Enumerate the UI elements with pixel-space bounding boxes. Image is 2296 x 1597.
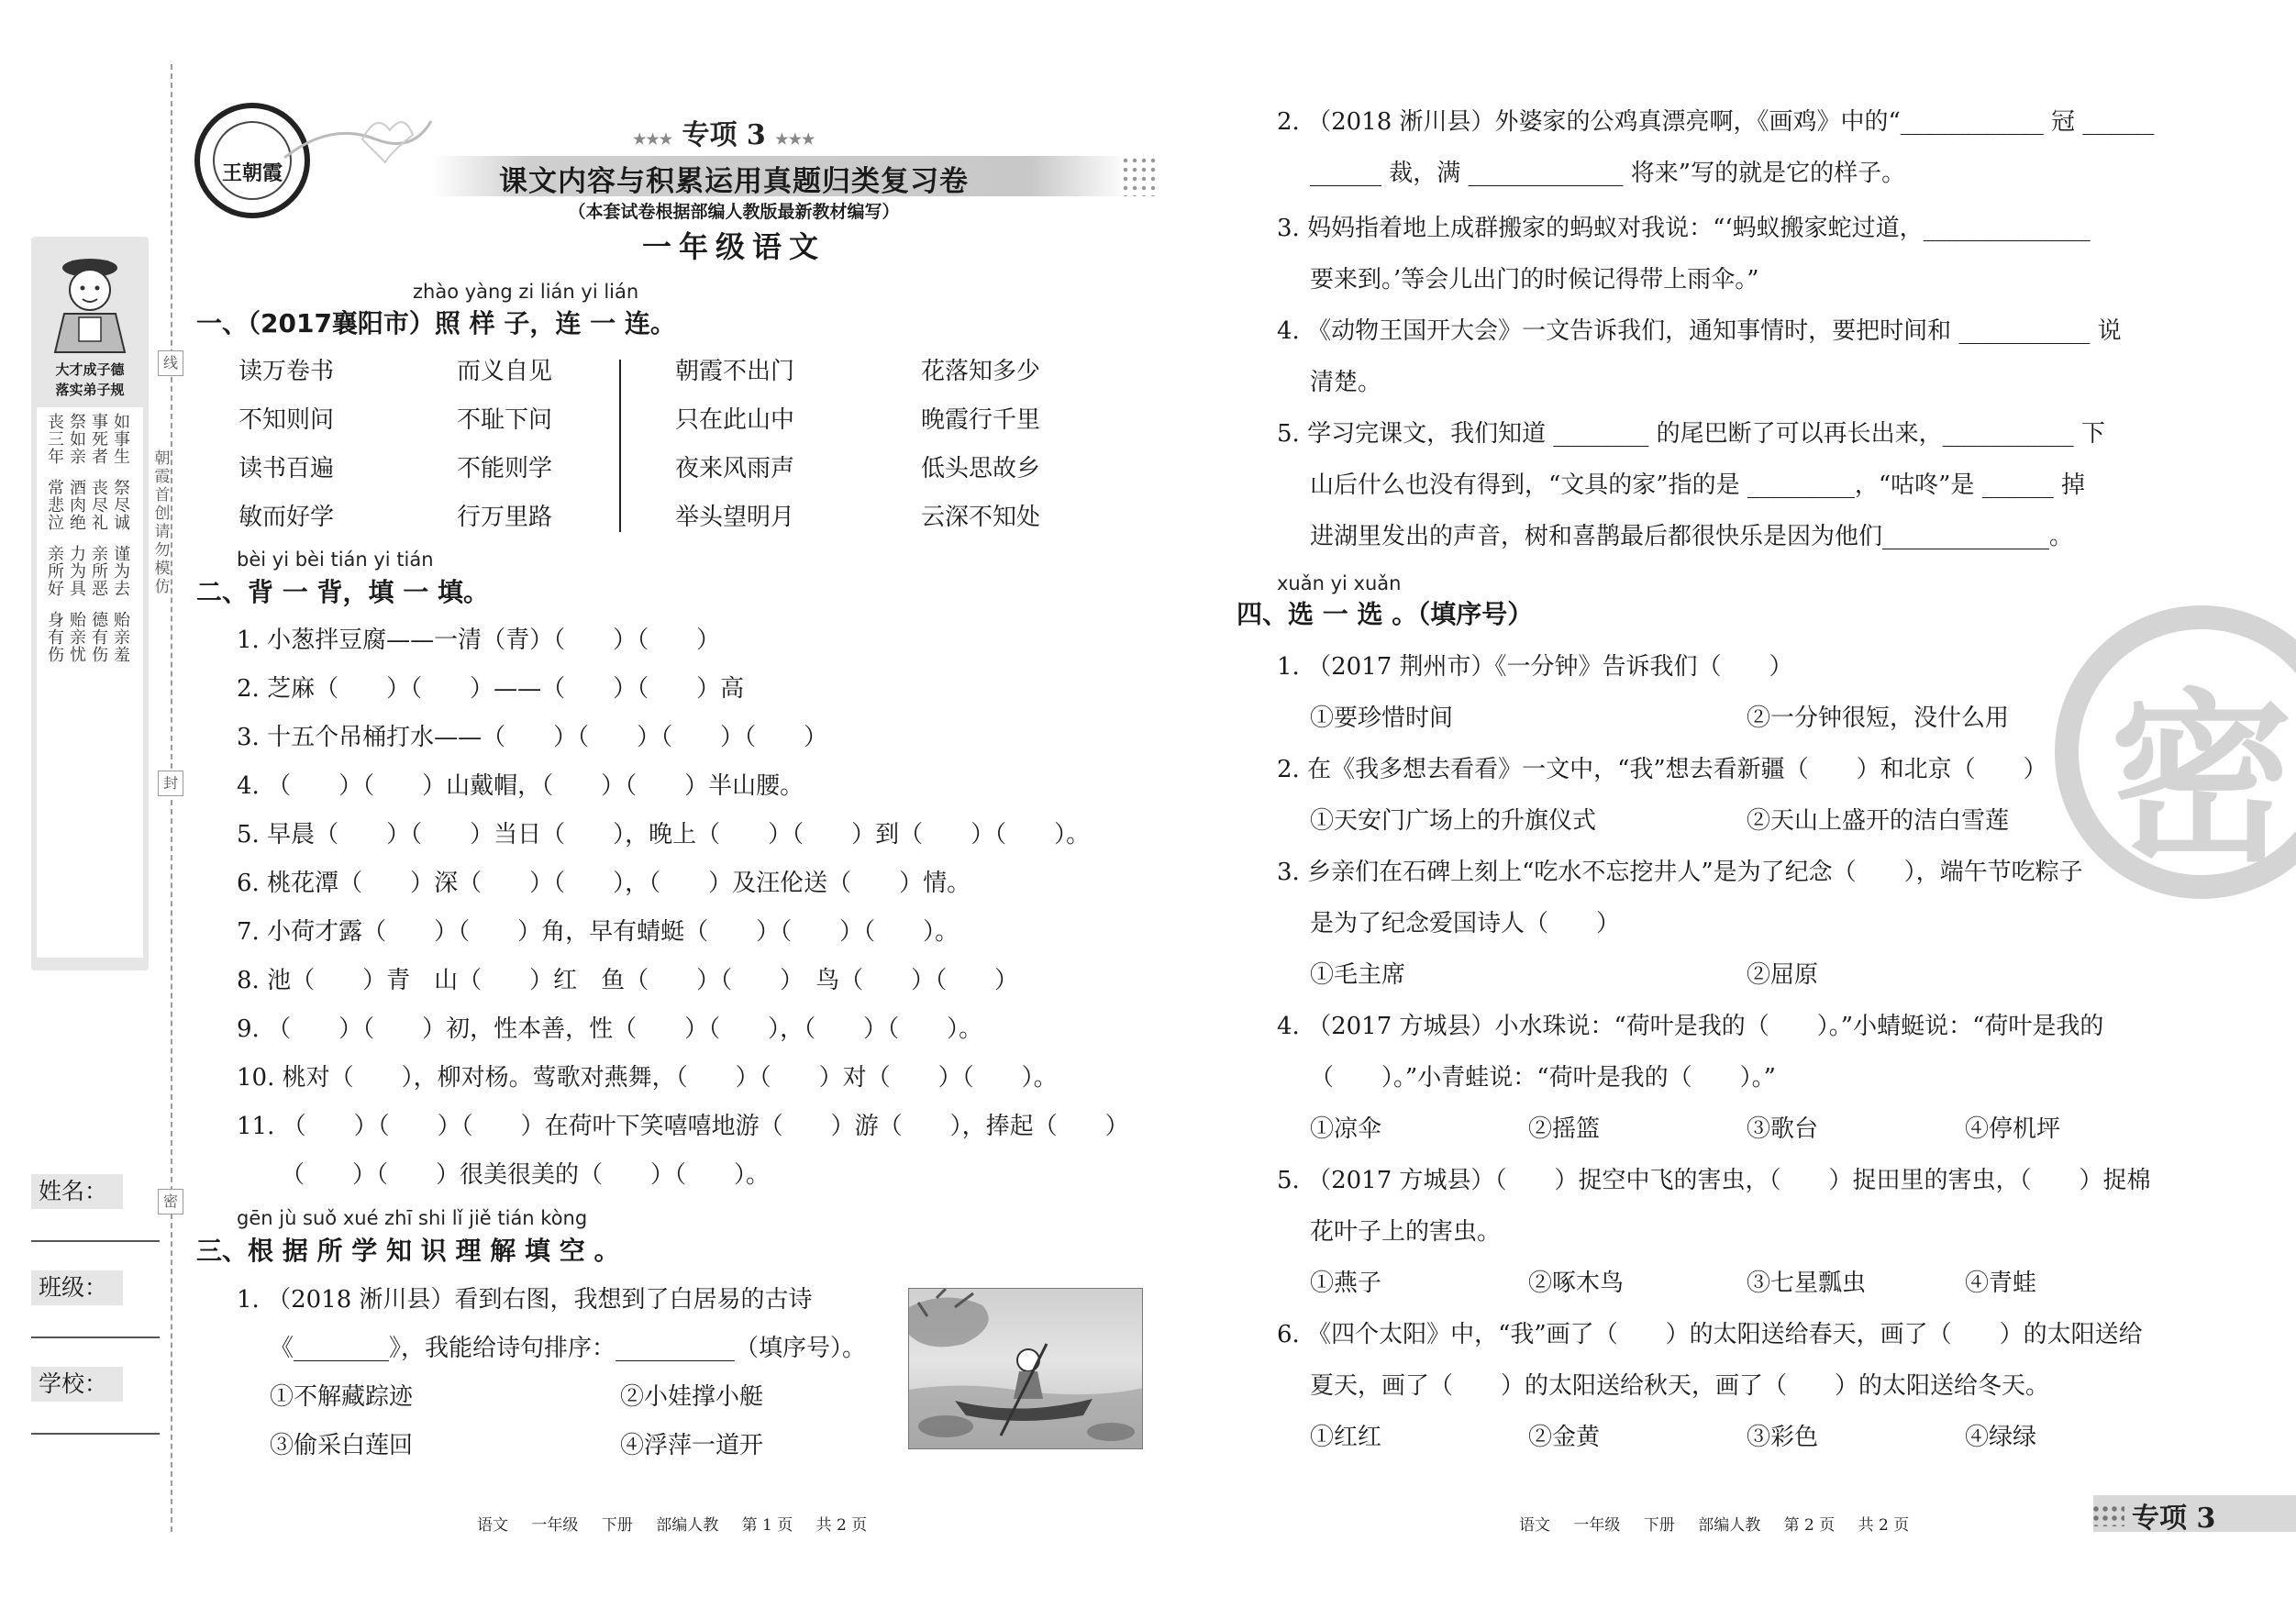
fill-question[interactable]: 10. 桃对（ ），柳对杨。莺歌对燕舞，（ ）（ ）对（ ）（ ）。 (237, 1064, 1058, 1092)
fill-question[interactable]: 3. 十五个吊桶打水——（ ）（ ）（ ）（ ） (237, 724, 828, 751)
dizigui-poem (37, 407, 143, 958)
fold-mark-mi: 密 (158, 1189, 183, 1214)
fold-warning: 朝霞首创 请勿模仿 (154, 449, 171, 596)
poem-group: 亲所好 力为具 亲所恶 谨为去 (45, 545, 130, 597)
section2-pinyin: bèi yi bèi tián yi tián (237, 549, 434, 571)
footer-right: 语文 一年级 下册 部编人教 第 2 页 共 2 页 (1519, 1516, 1910, 1535)
school-label: 学校： (31, 1367, 123, 1402)
fill-question[interactable]: 1. 小葱拌豆腐——一清（青）（ ）（ ） (237, 627, 721, 654)
fill-question[interactable]: 11. （ ）（ ）（ ）在荷叶下笑嘻嘻地游（ ）游（ ），捧起（ ） (237, 1113, 1129, 1140)
poem-line-option: ④浮萍一道开 (620, 1432, 764, 1459)
choice-question[interactable]: 5. （2017 方城县）（ ）捉空中飞的害虫，（ ）捉田里的害虫，（ ）捉棉 (1277, 1167, 2151, 1194)
section2-title: 二、背 一 背，填 一 填。 (196, 577, 489, 607)
fill-question[interactable]: 3. 妈妈指着地上成群搬家的蚂蚁对我说：“‘蚂蚁搬家蛇过道，______________ (1277, 215, 2091, 242)
choice-option: ②金黄 (1528, 1424, 1601, 1451)
series-label: ★★★ 专项 3 ★★★ (633, 119, 815, 151)
match-item[interactable]: 晚霞行千里 (921, 406, 1041, 434)
fill-question[interactable]: 山后什么也没有得到，“文具的家”指的是 _________，“咕咚”是 ______ 掉 (1310, 471, 2085, 499)
choice-option: ②一分钟很短，没什么用 (1747, 704, 2010, 732)
confidential-seal-char: 密 (2110, 673, 2294, 887)
match-item[interactable]: 只在此山中 (675, 406, 795, 434)
choice-option: ①要珍惜时间 (1310, 704, 1454, 732)
choice-option: ④绿绿 (1965, 1424, 2037, 1451)
poem-group: 常悲泣 酒肉绝 丧尽礼 祭尽诚 (45, 479, 130, 531)
choice-option: ①毛主席 (1310, 961, 1406, 989)
fill-question[interactable]: 7. 小荷才露（ ）（ ）角，早有蜻蜓（ ）（ ）（ ）。 (237, 918, 959, 946)
grade-title: 一年级语文 (641, 229, 826, 264)
fill-question[interactable]: 要来到。’等会儿出门的时候记得带上雨伞。” (1310, 266, 1759, 294)
match-item[interactable]: 举头望明月 (675, 504, 795, 531)
title-bar-dots (1121, 156, 1158, 196)
choice-option: ①天安门广场上的升旗仪式 (1310, 807, 1597, 835)
choice-option: ③七星瓢虫 (1747, 1270, 1867, 1297)
choice-question[interactable]: 1. （2017 荆州市）《一分钟》告诉我们（ ） (1277, 653, 1793, 681)
poem-line-option: ③偷采白莲回 (270, 1432, 414, 1459)
star-left-icon: ★★★ (633, 130, 673, 148)
class-label: 班级： (31, 1270, 123, 1305)
section3-title: 三、根 据 所 学 知 识 理 解 填 空 。 (196, 1236, 620, 1266)
poem-illustration (908, 1288, 1143, 1449)
choice-option: ③彩色 (1747, 1424, 1819, 1451)
choice-question-cont[interactable]: 夏天，画了（ ）的太阳送给秋天，画了（ ）的太阳送给冬天。 (1310, 1372, 2050, 1400)
match-item[interactable]: 朝霞不出门 (675, 358, 795, 385)
name-underline[interactable] (31, 1240, 160, 1242)
main-title: 课文内容与积累运用真题归类复习卷 (499, 165, 969, 198)
section1-pinyin: zhào yàng zi lián yi lián (413, 281, 639, 303)
choice-option: ④青蛙 (1965, 1270, 2037, 1297)
choice-option: ②屈原 (1747, 961, 1819, 989)
fill-question[interactable]: 2. （2018 淅川县）外婆家的公鸡真漂亮啊，《画鸡》中的“____________ 冠 ______ (1277, 108, 2155, 136)
choice-question[interactable]: 2. 在《我多想去看看》一文中，“我”想去看新疆（ ）和北京（ ） (1277, 756, 2047, 783)
choice-option: ③歌台 (1747, 1115, 1819, 1143)
choice-option: ②天山上盛开的洁白雪莲 (1747, 807, 2010, 835)
ribbon-icon (275, 103, 440, 176)
fill-question[interactable]: 6. 桃花潭（ ）深（ ）（ ），（ ）及汪伦送（ ）情。 (237, 870, 971, 897)
fill-question[interactable]: 进湖里发出的声音，树和喜鹊最后都很快乐是因为他们______________。 (1310, 523, 2074, 550)
footer-left: 语文 一年级 下册 部编人教 第 1 页 共 2 页 (477, 1516, 868, 1535)
choice-option: ②摇篮 (1528, 1115, 1601, 1143)
choice-question-cont[interactable]: （ ）。”小青蛙说：“荷叶是我的（ ）。” (1310, 1064, 1776, 1092)
match-item[interactable]: 而义自见 (457, 358, 553, 385)
section1-title: 一、（2017襄阳市）照 样 子，连 一 连。 (196, 308, 676, 338)
match-item[interactable]: 夜来风雨声 (675, 455, 795, 482)
fill-question[interactable]: 9. （ ）（ ）初，性本善，性（ ）（ ），（ ）（ ）。 (237, 1015, 983, 1043)
choice-question[interactable]: 4. （2017 方城县）小水珠说：“荷叶是我的（ ）。”小蜻蜓说：“荷叶是我的 (1277, 1013, 2104, 1040)
star-right-icon: ★★★ (775, 130, 815, 148)
poem-line-option: ②小娃撑小艇 (620, 1383, 764, 1411)
scholar-avatar-icon (44, 250, 136, 358)
badge-dots-icon (2091, 1504, 2124, 1526)
choice-option: ①凉伞 (1310, 1115, 1382, 1143)
match-item[interactable]: 不知则问 (238, 406, 335, 434)
match-item[interactable]: 低头思故乡 (921, 455, 1041, 482)
fold-mark-feng: 封 (158, 771, 183, 796)
choice-option: ①红红 (1310, 1424, 1382, 1451)
fold-mark-xian: 线 (158, 350, 183, 376)
poem-group: 丧三年 祭如亲 事死者 如事生 (45, 413, 130, 465)
choice-option: ①燕子 (1310, 1270, 1382, 1297)
choice-option: ④停机坪 (1965, 1115, 2061, 1143)
choice-question-cont[interactable]: 是为了纪念爱国诗人（ ） (1310, 910, 1621, 937)
fold-line (171, 64, 172, 1532)
subtitle: （本套试卷根据部编人教版最新教材编写） (568, 202, 900, 222)
class-underline[interactable] (31, 1336, 160, 1338)
choice-option: ②啄木鸟 (1528, 1270, 1625, 1297)
match-item[interactable]: 敏而好学 (238, 504, 335, 531)
sidebar-dizigui (31, 237, 149, 970)
name-label: 姓名： (31, 1174, 123, 1209)
choice-question[interactable]: 6. 《四个太阳》中，“我”画了（ ）的太阳送给春天，画了（ ）的太阳送给 (1277, 1321, 2143, 1348)
fill-question[interactable]: 4. 《动物王国开大会》一文告诉我们，通知事情时，要把时间和 ___________ 说 (1277, 317, 2122, 345)
poem-line-option: ①不解藏踪迹 (270, 1383, 414, 1411)
match-item[interactable]: 行万里路 (457, 504, 553, 531)
fill-question[interactable]: 8. 池（ ）青 山（ ）红 鱼（ ）（ ） 鸟（ ）（ ） (237, 967, 1019, 994)
fill-question[interactable]: 4. （ ）（ ）山戴帽，（ ）（ ）半山腰。 (237, 772, 804, 800)
fill-question[interactable]: 5. 早晨（ ）（ ）当日（ ），晚上（ ）（ ）到（ ）（ ）。 (237, 821, 1091, 848)
section3-pinyin: gēn jù suǒ xué zhī shi lǐ jiě tián kòng (237, 1207, 588, 1229)
fill-question[interactable]: 《________》，我能给诗句排序：__________（填序号）。 (270, 1335, 867, 1362)
match-item[interactable]: 不耻下问 (457, 406, 553, 434)
fill-question[interactable]: 2. 芝麻（ ）（ ）——（ ）（ ）高 (237, 675, 745, 703)
section4-pinyin: xuǎn yi xuǎn (1277, 572, 1402, 594)
match-item[interactable]: 花落知多少 (921, 358, 1041, 385)
fill-question[interactable]: 清楚。 (1310, 369, 1382, 396)
match-item[interactable]: 不能则学 (457, 455, 553, 482)
match-item[interactable]: 读万卷书 (238, 358, 335, 385)
fill-question[interactable]: ______ 裁，满 _____________ 将来”写的就是它的样子。 (1310, 160, 1906, 187)
section4-title: 四、选 一 选 。（填序号） (1237, 599, 1534, 629)
fill-question[interactable]: 5. 学习完课文，我们知道 ________ 的尾巴断了可以再长出来，___________ 下 (1277, 420, 2105, 448)
fill-question[interactable]: （ ）（ ）很美很美的（ ）（ ）。 (281, 1161, 771, 1189)
choice-question-cont[interactable]: 花叶子上的害虫。 (1310, 1218, 1502, 1246)
fill-question[interactable]: 1. （2018 淅川县）看到右图，我想到了白居易的古诗 (237, 1286, 813, 1314)
choice-question[interactable]: 3. 乡亲们在石碑上刻上“吃水不忘挖井人”是为了纪念（ ），端午节吃粽子 (1277, 859, 2083, 886)
match-divider (619, 360, 621, 532)
poem-group: 身有伤 贻亲忧 德有伤 贻亲羞 (45, 611, 130, 663)
match-item[interactable]: 云深不知处 (921, 504, 1041, 531)
series-badge-label: 专项 3 (2132, 1503, 2216, 1535)
logo-text: 王朝霞 (221, 161, 283, 185)
school-underline[interactable] (31, 1433, 160, 1435)
sidebar-motto: 大才成子德 落实弟子规 (55, 361, 125, 398)
match-item[interactable]: 读书百遍 (238, 455, 335, 482)
boat-child-illustration-icon (909, 1289, 1143, 1449)
